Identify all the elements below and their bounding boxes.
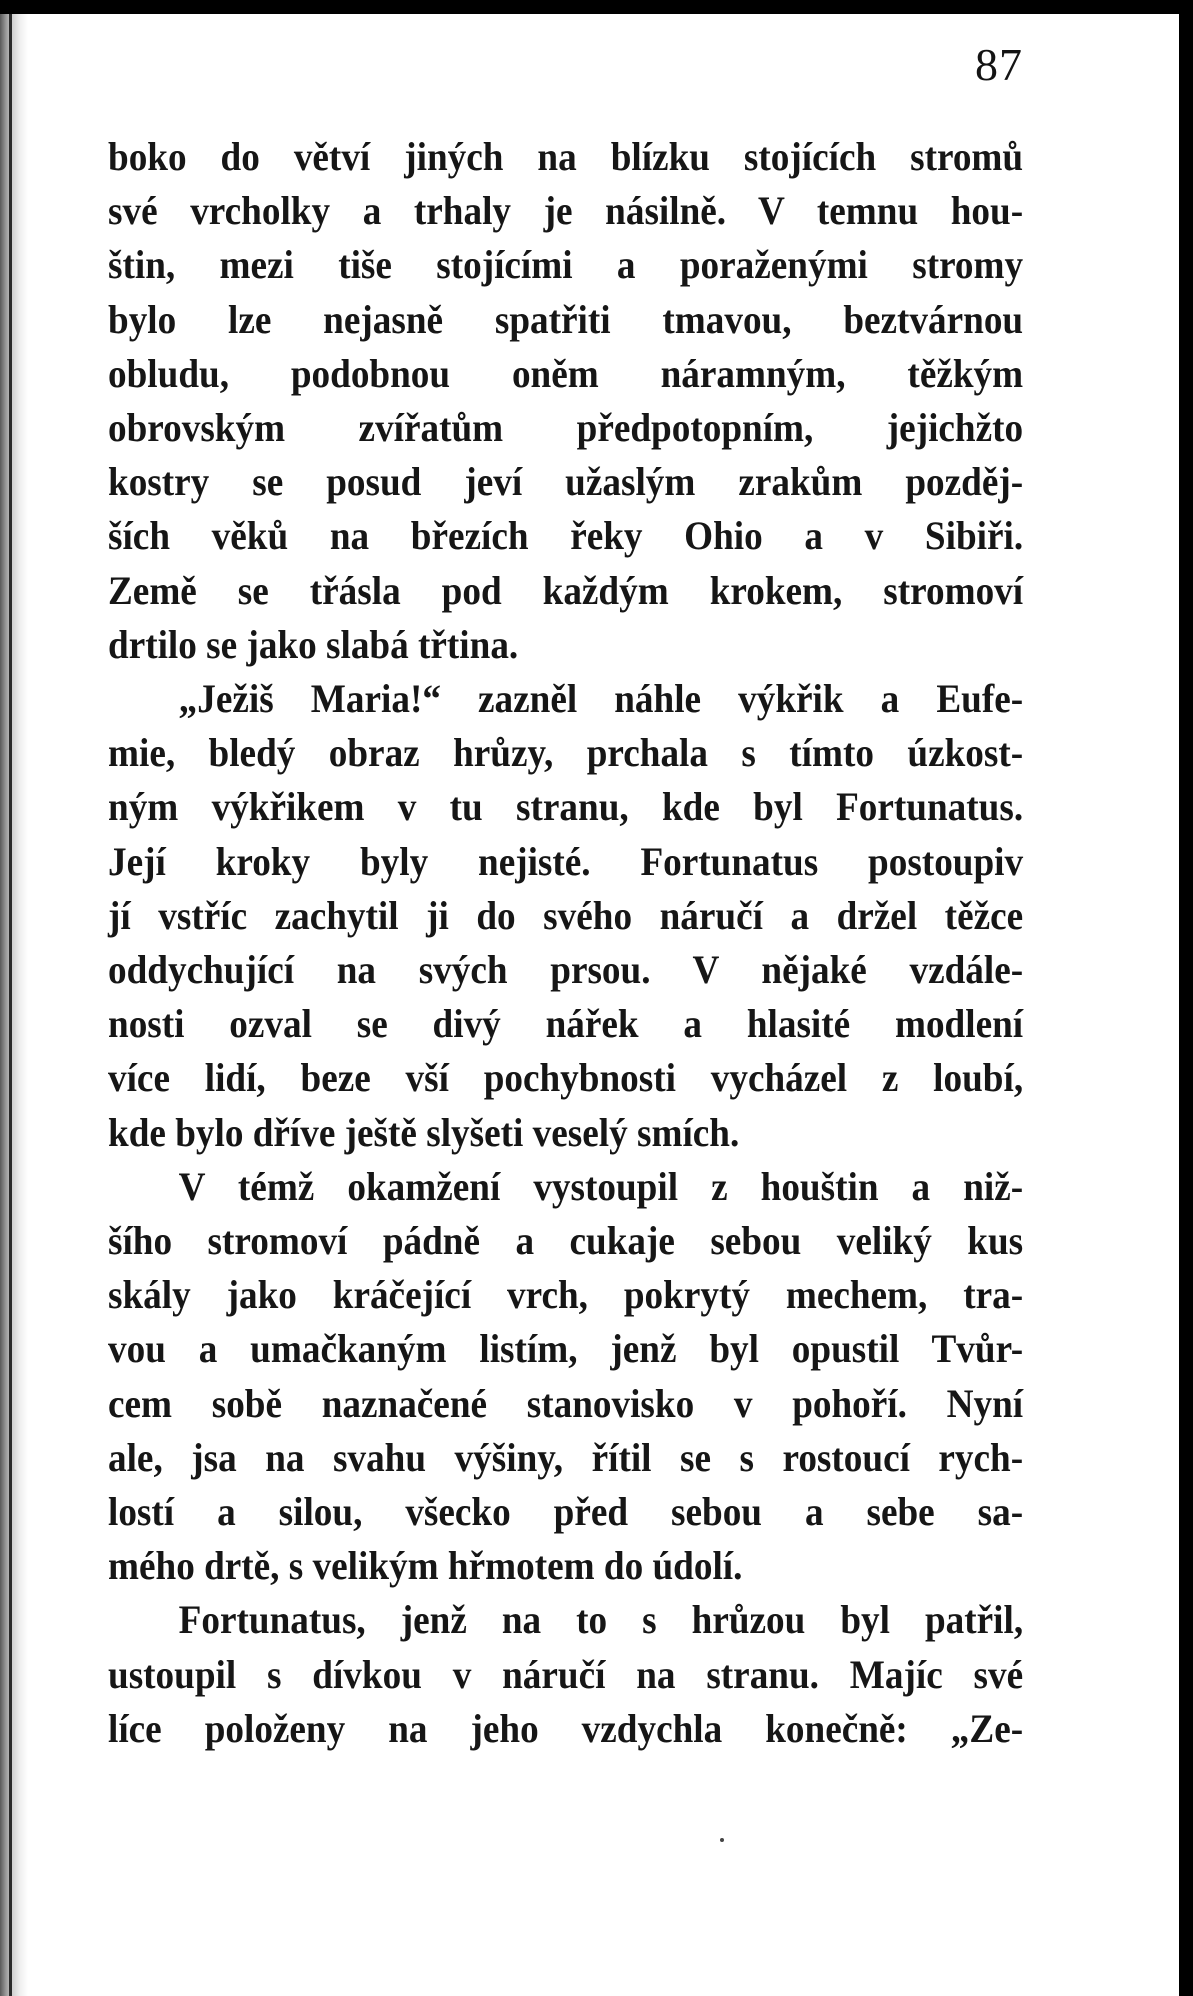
body-text <box>108 130 1024 1756</box>
text-line: V témž okamžení vystoupil z houštin a niž- <box>178 1163 1024 1209</box>
text-line: vou a umačkaným listím, jenž byl opustil Tvůr- <box>108 1326 1024 1372</box>
gutter-shadow-line <box>9 14 12 1996</box>
text-line: cem sobě naznačené stanovisko v pohoří. Nyní <box>108 1380 1024 1426</box>
page-number: 87 <box>975 39 1023 90</box>
text-line: obrovským zvířatům předpotopním, jejichžto <box>108 405 1024 451</box>
text-line: kde bylo dříve ještě slyšeti veselý smích. <box>108 1109 740 1155</box>
text-line: boko do větví jiných na blízku stojících stromů <box>108 134 1024 179</box>
text-line: líce položeny na jeho vzdychla konečně: „Ze- <box>108 1705 1024 1751</box>
text-line: obludu, podobnou oněm náramným, těžkým <box>108 350 1024 396</box>
text-line: mého drtě, s velikým hřmotem do údolí. <box>108 1543 743 1589</box>
text-line: ších věků na březích řeky Ohio a v Sibiři. <box>108 513 1024 559</box>
book-gutter <box>0 14 28 1996</box>
text-line: oddychující na svých prsou. V nějaké vzdále- <box>108 947 1024 993</box>
scan-edge-top <box>0 0 1193 14</box>
text-line: štin, mezi tiše stojícími a poraženými stromy <box>108 242 1024 288</box>
text-line: ale, jsa na svahu výšiny, řítil se s rostoucí rych- <box>108 1434 1024 1480</box>
text-line: bylo lze nejasně spatřiti tmavou, beztvárnou <box>108 296 1024 342</box>
scan-edge-right <box>1179 0 1193 1996</box>
text-line: nosti ozval se divý nářek a hlasité modlení <box>108 1001 1024 1047</box>
text-line: Fortunatus, jenž na to s hrůzou byl patřil, <box>178 1597 1024 1643</box>
text-line: mie, bledý obraz hrůzy, prchala s tímto úzkost- <box>108 730 1024 776</box>
text-line: své vrcholky a trhaly je násilně. V temnu hou- <box>108 188 1024 234</box>
ink-speck <box>720 1838 724 1842</box>
text-line: ným výkřikem v tu stranu, kde byl Fortunatus. <box>108 784 1024 830</box>
text-line: jí vstříc zachytil ji do svého náručí a držel těžce <box>108 892 1024 938</box>
text-line: ustoupil s dívkou v náručí na stranu. Majíc své <box>108 1651 1024 1697</box>
text-line: Její kroky byly nejisté. Fortunatus postoupiv <box>108 838 1024 884</box>
text-line: více lidí, beze vší pochybnosti vycházel z loubí, <box>108 1055 1024 1101</box>
text-line: „Ježiš Maria!“ zazněl náhle výkřik a Eufe- <box>178 676 1024 722</box>
text-line: Země se třásla pod každým krokem, stromoví <box>108 567 1024 613</box>
text-line: lostí a silou, všecko před sebou a sebe sa- <box>108 1489 1024 1535</box>
text-line: drtilo se jako slabá třtina. <box>108 621 519 667</box>
text-line: skály jako kráčející vrch, pokrytý mechem, tra- <box>108 1272 1024 1318</box>
text-line: kostry se posud jeví užaslým zrakům pozděj- <box>108 459 1024 505</box>
text-line: šího stromoví pádně a cukaje sebou veliký kus <box>108 1218 1024 1264</box>
